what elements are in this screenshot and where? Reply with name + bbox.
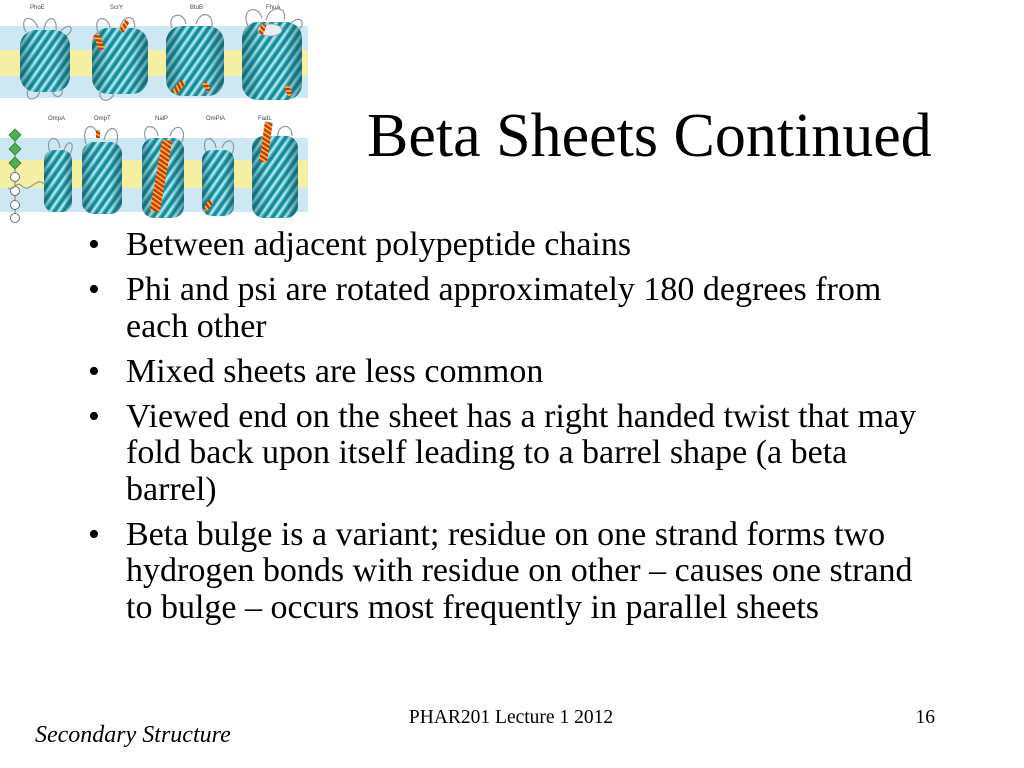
bullet-item: • Phi and psi are rotated approximately 180 degrees from each other xyxy=(88,272,934,345)
label-fhua: FhuA xyxy=(266,5,281,11)
label-omplа: OmPlA xyxy=(206,116,226,122)
beta-barrel-figure xyxy=(0,0,308,226)
label-fadl: FadL xyxy=(258,116,272,122)
label-nalp: NalP xyxy=(155,116,169,122)
label-ompa: OmpA xyxy=(48,116,66,122)
label-btub: BtuB xyxy=(190,5,204,11)
bullet-item: • Mixed sheets are less common xyxy=(88,354,934,391)
barrel-nalp xyxy=(142,127,184,218)
label-ompt: OmpT xyxy=(94,116,111,122)
bullet-item: • Viewed end on the sheet has a right handed twist that may fold back upon itself leading to a barrel shape (a beta barrel) xyxy=(88,399,934,509)
slide-title: Beta Sheets Continued xyxy=(367,102,932,170)
bullet-item: • Beta bulge is a variant; residue on one strand forms two hydrogen bonds with residue on other – causes one strand to bulge – occurs most frequently in parallel sheets xyxy=(88,517,934,627)
footer-section-name: Secondary Structure xyxy=(35,722,231,748)
bullet-list xyxy=(88,227,934,626)
bullet-item: • Between adjacent polypeptide chains xyxy=(88,227,934,264)
barrel-scry xyxy=(92,18,148,101)
label-phoe: PhoE xyxy=(30,5,45,11)
footer-course-label: PHAR201 Lecture 1 2012 xyxy=(408,707,614,728)
slide-page-number: 16 xyxy=(915,707,935,728)
label-scry: ScrY xyxy=(110,5,124,11)
